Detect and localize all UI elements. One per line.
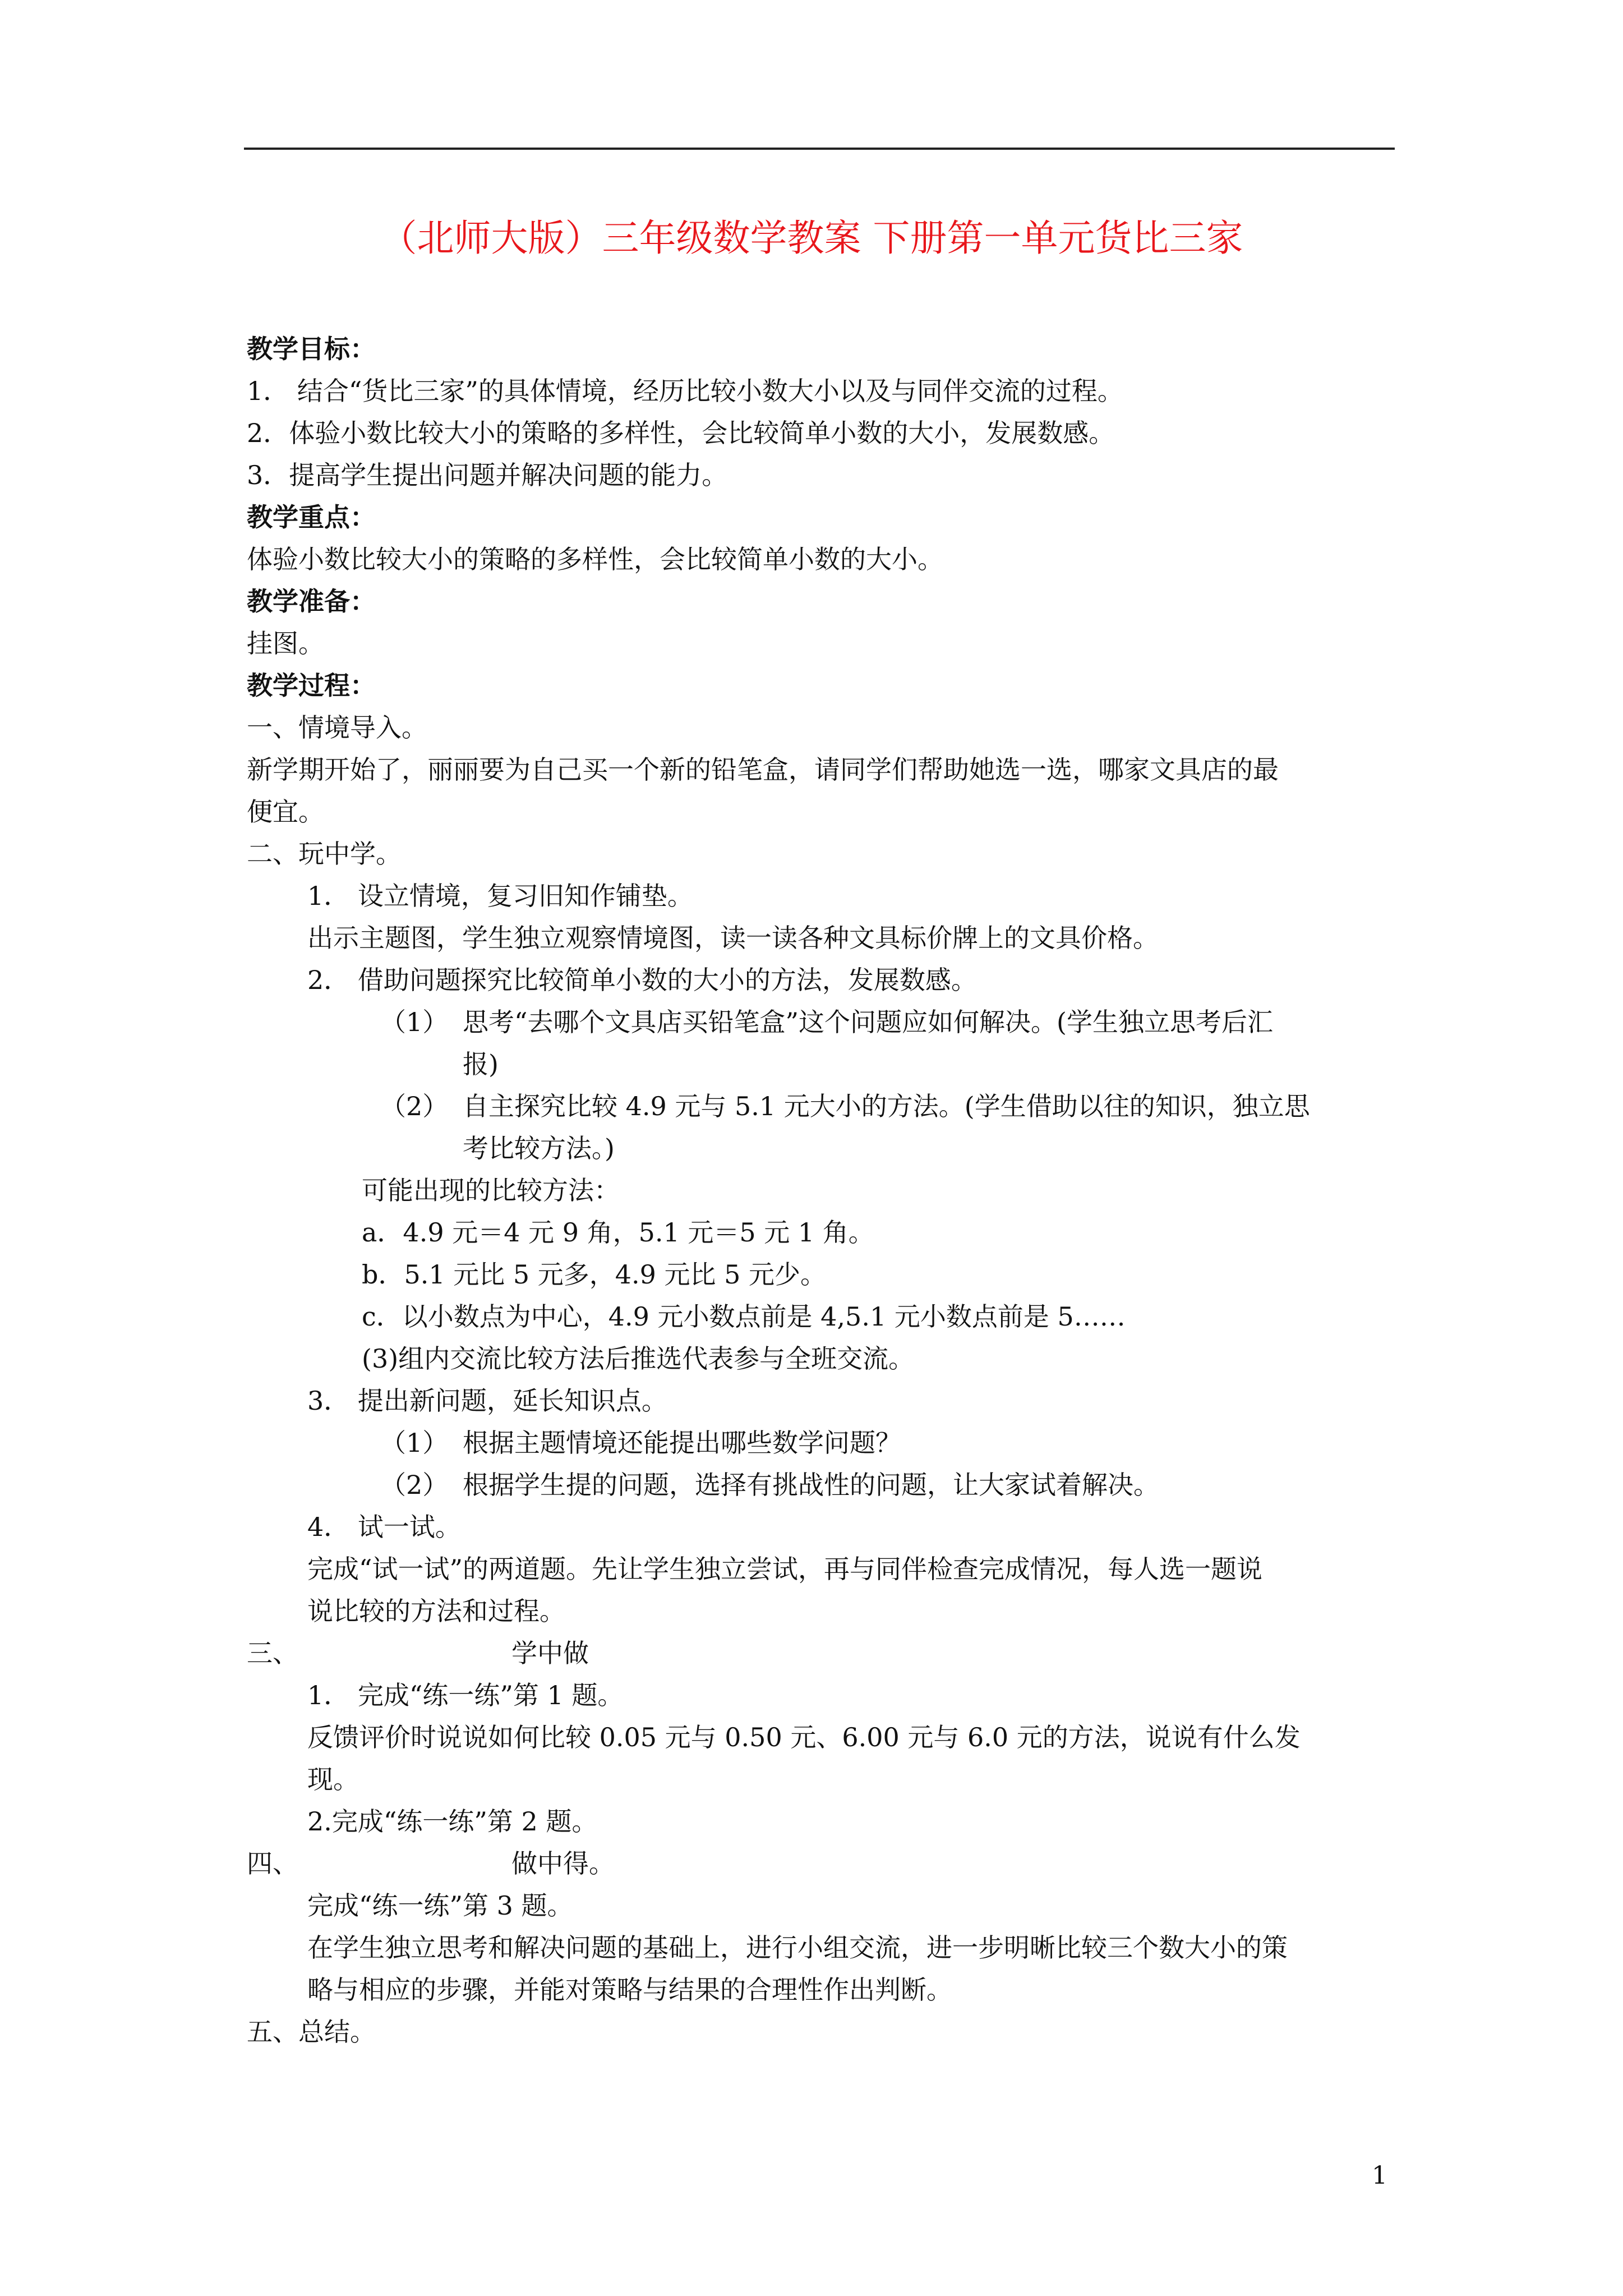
part4-title-text: 做中得。 [511, 1848, 615, 1879]
prep-heading: 教学准备： [247, 586, 376, 616]
part3-number: 三、 [247, 1638, 298, 1668]
part3-step2: 2.完成“练一练”第 2 题。 [307, 1806, 598, 1837]
step3-item2-text: 根据学生提的问题，选择有挑战性的问题，让大家试着解决。 [463, 1470, 1159, 1500]
step2-item1-cont: 报) [463, 1049, 499, 1079]
part4-number: 四、 [247, 1848, 298, 1879]
prep-text: 挂图。 [247, 628, 324, 659]
method-c: c．以小数点为中心，4.9 元小数点前是 4,5.1 元小数点前是 5…… [362, 1301, 1126, 1332]
page-number: 1 [1372, 2161, 1387, 2190]
goal-3: 3．提高学生提出问题并解决问题的能力。 [247, 460, 728, 490]
part3-title [247, 1632, 1398, 1674]
part3-step1: 1． 完成“练一练”第 1 题。 [307, 1680, 624, 1710]
step2-item2-text: 自主探究比较 4.9 元与 5.1 元大小的方法。(学生借助以往的知识，独立思 [463, 1091, 1310, 1121]
step3-item1-label: （1） [380, 1428, 449, 1458]
part1-text-line1: 新学期开始了，丽丽要为自己买一个新的铅笔盒，请同学们帮助她选一选，哪家文具店的最 [247, 754, 1279, 785]
process-heading: 教学过程： [247, 670, 376, 701]
part3-text-line2: 现。 [307, 1764, 359, 1795]
goal-2: 2．体验小数比较大小的策略的多样性，会比较简单小数的大小，发展数感。 [247, 418, 1115, 448]
goal-1: 1． 结合“货比三家”的具体情境，经历比较小数大小以及与同伴交流的过程。 [247, 376, 1123, 406]
method-b: b．5.1 元比 5 元多，4.9 元比 5 元少。 [362, 1259, 827, 1290]
step3-item2 [247, 1464, 1398, 1506]
part2-step1: 1． 设立情境，复习旧知作铺垫。 [307, 881, 693, 911]
part4-text2-line2: 略与相应的步骤，并能对策略与结果的合理性作出判断。 [307, 1975, 952, 2005]
part2-title: 二、玩中学。 [247, 839, 402, 869]
focus-heading: 教学重点： [247, 502, 376, 532]
part2-step2: 2． 借助问题探究比较简单小数的大小的方法，发展数感。 [307, 965, 977, 995]
part4-text2-line1: 在学生独立思考和解决问题的基础上，进行小组交流，进一步明晰比较三个数大小的策 [307, 1932, 1288, 1963]
methods-intro: 可能出现的比较方法： [362, 1175, 620, 1205]
step2-item2 [247, 1085, 1398, 1128]
step2-item1 [247, 1001, 1398, 1043]
part1-text-line2: 便宜。 [247, 797, 324, 827]
document-title: （北师大版）三年级数学教案 下册第一单元货比三家 [380, 217, 1243, 260]
part4-text1: 完成“练一练”第 3 题。 [307, 1890, 573, 1921]
step3-item2-label: （2） [380, 1470, 449, 1500]
part2-step1-text: 出示主题图，学生独立观察情境图，读一读各种文具标价牌上的文具价格。 [307, 923, 1159, 953]
method-a: a．4.9 元＝4 元 9 角，5.1 元＝5 元 1 角。 [362, 1217, 874, 1248]
step4-text-line1: 完成“试一试”的两道题。先让学生独立尝试，再与同伴检查完成情况，每人选一题说 [307, 1554, 1263, 1584]
part5-title: 五、总结。 [247, 2017, 376, 2047]
focus-text: 体验小数比较大小的策略的多样性，会比较简单小数的大小。 [247, 544, 943, 574]
part1-title: 一、情境导入。 [247, 712, 427, 743]
step4-text-line2: 说比较的方法和过程。 [307, 1596, 565, 1626]
step3-item1 [247, 1422, 1398, 1464]
step2-item1-text: 思考“去哪个文具店买铅笔盒”这个问题应如何解决。(学生独立思考后汇 [463, 1007, 1273, 1037]
part2-step4: 4． 试一试。 [307, 1512, 461, 1542]
part2-step3: 3． 提出新问题，延长知识点。 [307, 1386, 667, 1416]
step3-item1-text: 根据主题情境还能提出哪些数学问题？ [463, 1428, 901, 1458]
part3-title-text: 学中做 [511, 1638, 589, 1668]
header-rule [244, 148, 1395, 150]
goals-heading: 教学目标： [247, 334, 376, 364]
step2-item2-cont: 考比较方法。) [463, 1133, 615, 1163]
step2-item3: (3)组内交流比较方法后推选代表参与全班交流。 [362, 1343, 915, 1374]
part4-title [247, 1843, 1398, 1885]
part3-text-line1: 反馈评价时说说如何比较 0.05 元与 0.50 元、6.00 元与 6.0 元的方法，说说有什么发 [307, 1722, 1301, 1752]
document-body [247, 328, 1398, 2053]
step2-item1-label: （1） [380, 1007, 449, 1037]
step2-item2-label: （2） [380, 1091, 449, 1121]
